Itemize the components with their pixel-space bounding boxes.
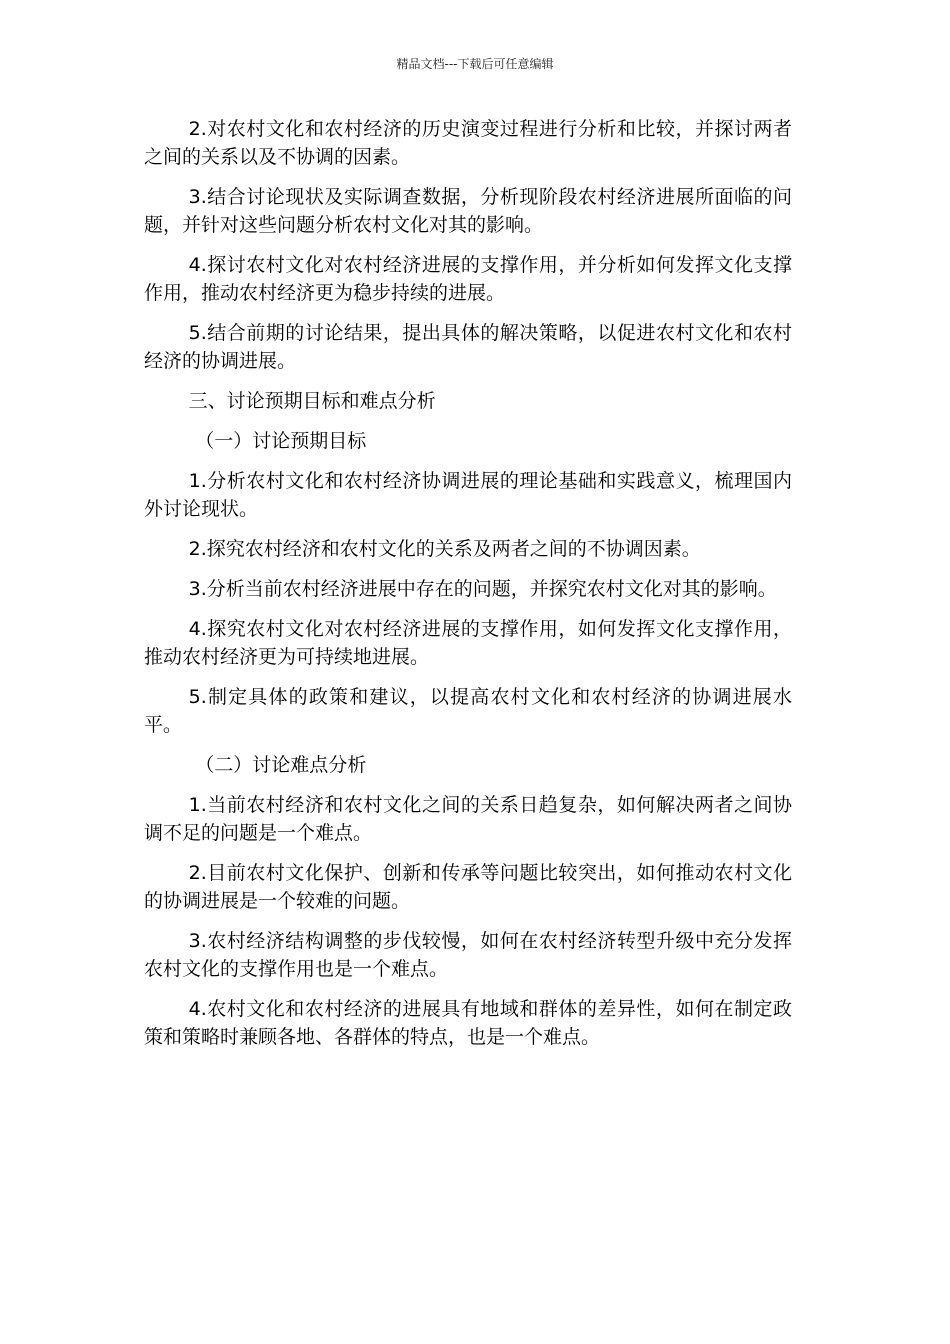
difficulty-item-1: 1.当前农村经济和农村文化之间的关系日趋复杂，如何解决两者之间协调不足的问题是一个难点。: [144, 794, 792, 844]
goal-item-2: 2.探究农村经济和农村文化的关系及两者之间的不协调因素。: [188, 538, 701, 560]
research-item-2: 2.对农村文化和农村经济的历史演变过程进行分析和比较，并探讨两者之间的关系以及不协调的因素。: [144, 118, 792, 168]
goals-heading: （一）讨论预期目标: [195, 430, 367, 452]
research-item-3: 3.结合讨论现状及实际调查数据，分析现阶段农村经济进展所面临的问题，并针对这些问题分析农村文化对其的影响。: [144, 186, 792, 236]
difficulties-heading: （二）讨论难点分析: [195, 754, 367, 776]
difficulty-item-2: 2.目前农村文化保护、创新和传承等问题比较突出，如何推动农村文化的协调进展是一个较难的问题。: [144, 862, 792, 912]
goal-item-5: 5.制定具体的政策和建议，以提高农村文化和农村经济的协调进展水平。: [144, 686, 792, 736]
document-body: [144, 115, 792, 1063]
difficulty-item-4: 4.农村文化和农村经济的进展具有地域和群体的差异性，如何在制定政策和策略时兼顾各地、各群体的特点，也是一个难点。: [144, 998, 792, 1048]
research-item-4: 4.探讨农村文化对农村经济进展的支撑作用，并分析如何发挥文化支撑作用，推动农村经济更为稳步持续的进展。: [144, 254, 792, 304]
research-item-5: 5.结合前期的讨论结果，提出具体的解决策略，以促进农村文化和农村经济的协调进展。: [144, 322, 792, 372]
page-header: 精品文档---下载后可任意编辑: [396, 57, 554, 71]
goal-item-1: 1.分析农村文化和农村经济协调进展的理论基础和实践意义，梳理国内外讨论现状。: [144, 470, 792, 520]
goal-item-4: 4.探究农村文化对农村经济进展的支撑作用，如何发挥文化支撑作用，推动农村经济更为可持续地进展。: [144, 618, 792, 668]
difficulty-item-3: 3.农村经济结构调整的步伐较慢，如何在农村经济转型升级中充分发挥农村文化的支撑作用也是一个难点。: [144, 930, 792, 980]
goal-item-3: 3.分析当前农村经济进展中存在的问题，并探究农村文化对其的影响。: [188, 578, 777, 600]
section-heading: 三、讨论预期目标和难点分析: [188, 390, 436, 412]
